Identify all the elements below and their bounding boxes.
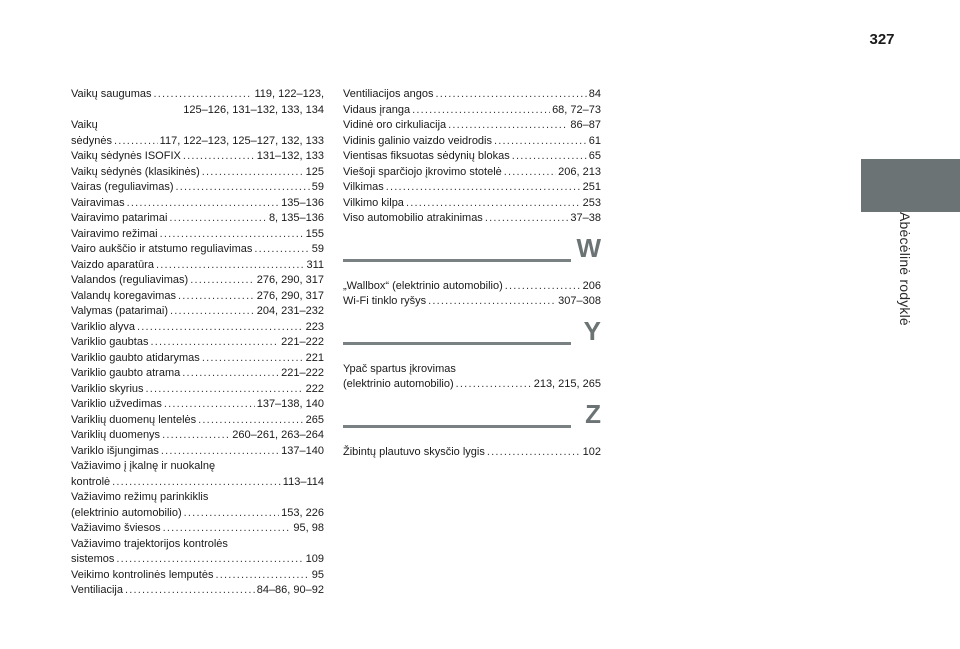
index-entry-pages-continued: 125–126, 131–132, 133, 134 — [183, 103, 324, 116]
index-entry-term-line: Važiavimo trajektorijos kontrolės — [71, 537, 228, 550]
index-entry-pages: 84 — [588, 88, 601, 100]
index-entry-term: Vairavimo patarimai — [71, 212, 168, 224]
section-divider-rule — [343, 259, 571, 262]
index-entry-term: Variklio gaubtas — [71, 336, 149, 348]
index-entry — [343, 211, 601, 227]
index-entry-pages: 65 — [588, 150, 601, 162]
index-entry-pages: 8, 135–136 — [268, 212, 324, 224]
dot-leader — [448, 118, 568, 134]
dot-leader — [178, 289, 255, 305]
index-entry-pages: 276, 290, 317 — [256, 274, 324, 286]
dot-leader — [202, 351, 304, 367]
index-entry-pages: 221–222 — [281, 336, 324, 348]
index-entry-pages: 307–308 — [558, 295, 601, 307]
letter-section-header — [343, 315, 601, 362]
index-entry-term: sistemos — [71, 553, 115, 565]
index-entry — [71, 444, 324, 460]
index-entry-term: Variklių duomenų lentelės — [71, 413, 197, 426]
index-entry-term: Važiavimo šviesos — [71, 522, 161, 534]
index-entry — [71, 382, 324, 398]
index-entry-term: Variklio skyrius — [71, 382, 144, 395]
dot-leader — [485, 211, 569, 227]
index-entry-pages: 113–114 — [282, 475, 324, 488]
index-entry-term: (elektrinio automobilio) — [343, 378, 454, 390]
index-entry-term: Vidaus įranga — [343, 103, 411, 116]
letter-section-header — [343, 232, 601, 279]
index-entry-pages: 137–138, 140 — [256, 398, 324, 410]
index-entry — [71, 521, 324, 537]
index-entry-term: Vairavimo režimai — [71, 227, 158, 240]
index-entry-pages: 102 — [582, 445, 601, 458]
index-entry — [71, 413, 324, 429]
index-entry-term: Ventiliacijos angos — [343, 88, 434, 100]
index-entry-term: Veikimo kontrolinės lemputės — [71, 568, 214, 581]
index-entry — [71, 149, 324, 165]
dot-leader — [202, 165, 304, 181]
index-entry-term: Variklio alyva — [71, 320, 135, 333]
index-entry-term: Vairavimas — [71, 196, 125, 209]
index-entry-term: Valymas (patarimai) — [71, 305, 168, 317]
index-entry-pages: 131–132, 133 — [256, 150, 324, 162]
dot-leader — [198, 413, 303, 429]
dot-leader — [127, 196, 280, 212]
index-entry-term: Variklio gaubto atrama — [71, 367, 181, 379]
index-entry — [343, 149, 601, 165]
index-entry-pages: 221 — [305, 351, 324, 364]
index-entry-term: Vidinė oro cirkuliacija — [343, 119, 447, 131]
dot-leader — [125, 583, 255, 599]
index-entry-term: Vientisas fiksuotas sėdynių blokas — [343, 150, 510, 162]
dot-leader — [163, 521, 292, 537]
index-entry — [343, 377, 601, 393]
index-entry-pages: 265 — [305, 413, 324, 426]
index-entry-pages: 135–136 — [281, 196, 324, 209]
index-entry-term: „Wallbox“ (elektrinio automobilio) — [343, 279, 503, 292]
section-divider-rule — [343, 342, 571, 345]
index-entry — [71, 165, 324, 181]
section-letter: Z — [585, 398, 601, 429]
index-entry-pages: 221–222 — [281, 367, 324, 379]
dot-leader — [150, 335, 279, 351]
index-entry-pages: 59 — [311, 181, 324, 193]
dot-leader — [137, 320, 304, 336]
index-entry-pages: 137–140 — [281, 444, 324, 457]
index-entry-pages: 206, 213 — [558, 165, 601, 178]
index-entry-pages: 260–261, 263–264 — [232, 429, 324, 441]
index-entry-term-line: Vaikų — [71, 119, 98, 131]
index-entry — [71, 134, 324, 150]
index-entry — [71, 211, 324, 227]
index-entry — [71, 475, 324, 491]
section-side-label: Abėcėlinė rodyklė — [897, 212, 913, 326]
dot-leader — [182, 366, 279, 382]
index-entry-term: kontrolė — [71, 475, 111, 488]
index-entry-pages: 311 — [306, 258, 324, 271]
dot-leader — [112, 475, 281, 491]
index-entry-pages: 213, 215, 265 — [533, 378, 601, 390]
section-letter: W — [576, 232, 601, 263]
index-entry-term: Wi-Fi tinklo ryšys — [343, 295, 427, 307]
index-entry — [71, 258, 324, 274]
index-entry-term: Vaizdo aparatūra — [71, 258, 154, 271]
index-entry — [71, 87, 324, 103]
index-entry-pages: 68, 72–73 — [552, 103, 601, 116]
index-entry — [71, 273, 324, 289]
index-entry — [71, 506, 324, 522]
index-entry-term: Žibintų plautuvo skysčio lygis — [343, 445, 485, 458]
index-entry-term: Valandos (reguliavimas) — [71, 274, 189, 286]
index-entry-term: Viso automobilio atrakinimas — [343, 212, 483, 224]
index-entry-term: Viešoji sparčiojo įkrovimo stotelė — [343, 165, 502, 178]
index-entry-term: Vairo aukščio ir atstumo reguliavimas — [71, 243, 253, 255]
index-entry-term: sėdynės — [71, 134, 112, 147]
letter-section-header — [343, 398, 601, 445]
index-entry — [71, 366, 324, 382]
index-entry-term: Valandų koregavimas — [71, 289, 176, 302]
dot-leader — [456, 377, 532, 393]
index-entry-pages: 117, 122–123, 125–127, 132, 133 — [159, 134, 324, 147]
index-entry — [71, 583, 324, 599]
dot-leader — [386, 180, 581, 196]
index-entry-term: Ventiliacija — [71, 584, 123, 596]
index-entry-pages: 37–38 — [570, 212, 601, 224]
index-entry — [71, 552, 324, 568]
dot-leader — [487, 445, 581, 461]
index-entry-pages: 95 — [311, 568, 324, 581]
index-entry — [343, 87, 601, 103]
index-entry — [343, 118, 601, 134]
index-entry-term: Variklio gaubto atidarymas — [71, 351, 200, 364]
index-entry — [343, 279, 601, 295]
index-entry — [71, 320, 324, 336]
index-entry — [343, 196, 601, 212]
index-entry-pages: 206 — [582, 279, 601, 292]
index-entry-pages: 222 — [305, 382, 324, 395]
index-entry-term: Vaikų sėdynės ISOFIX — [71, 150, 181, 162]
section-divider-rule — [343, 425, 571, 428]
dot-leader — [254, 242, 309, 258]
index-entry-pages: 276, 290, 317 — [256, 289, 324, 302]
dot-leader — [504, 165, 556, 181]
dot-leader — [436, 87, 587, 103]
index-entry-term: Variklo išjungimas — [71, 444, 159, 457]
index-entry-pages: 95, 98 — [293, 522, 324, 534]
index-entry-term: Vaikų saugumas — [71, 88, 152, 100]
index-entry-pages: 109 — [305, 553, 324, 565]
dot-leader — [156, 258, 304, 274]
index-entry-term: Vidinis galinio vaizdo veidrodis — [343, 134, 492, 147]
index-entry-term: Vilkimo kilpa — [343, 196, 404, 209]
index-entry-pages: 253 — [582, 196, 601, 209]
dot-leader — [406, 196, 581, 212]
index-entry — [71, 351, 324, 367]
index-entry-term: Variklio užvedimas — [71, 398, 162, 410]
index-entry-pages: 84–86, 90–92 — [256, 584, 324, 596]
dot-leader — [170, 304, 255, 320]
dot-leader — [505, 279, 581, 295]
dot-leader — [215, 568, 309, 584]
dot-leader — [428, 294, 556, 310]
dot-leader — [512, 149, 587, 165]
index-entry — [71, 428, 324, 444]
index-entry — [343, 294, 601, 310]
index-entry-pages: 251 — [582, 181, 601, 193]
dot-leader — [162, 428, 230, 444]
index-entry-term-line: Važiavimo režimų parinkiklis — [71, 491, 209, 503]
index-entry — [343, 134, 601, 150]
index-entry — [71, 304, 324, 320]
index-entry-term-line: Ypač spartus įkrovimas — [343, 362, 456, 375]
index-entry — [71, 227, 324, 243]
dot-leader — [412, 103, 550, 119]
index-entry — [71, 289, 324, 305]
index-column-right — [343, 87, 601, 460]
index-entry-term: (elektrinio automobilio) — [71, 506, 182, 519]
index-entry-pages: 223 — [305, 320, 324, 333]
index-entry-pages: 125 — [305, 165, 324, 178]
page-number: 327 — [869, 31, 895, 48]
dot-leader — [169, 211, 267, 227]
index-entry — [343, 103, 601, 119]
index-entry-term: Vaikų sėdynės (klasikinės) — [71, 165, 200, 178]
dot-leader — [184, 506, 280, 522]
index-entry-pages: 155 — [305, 227, 324, 240]
index-entry — [343, 445, 601, 461]
index-entry-pages: 86–87 — [570, 119, 601, 131]
index-entry — [71, 335, 324, 351]
index-entry-pages: 153, 226 — [281, 506, 324, 519]
index-entry-pages: 61 — [588, 134, 601, 147]
index-entry — [71, 568, 324, 584]
dot-leader — [161, 444, 279, 460]
dot-leader — [114, 134, 158, 150]
index-entry — [71, 180, 324, 196]
index-entry-pages: 204, 231–232 — [256, 305, 324, 317]
index-entry-pages: 119, 122–123, — [254, 88, 324, 100]
dot-leader — [116, 552, 303, 568]
section-letter: Y — [583, 315, 601, 346]
index-entry — [343, 180, 601, 196]
index-entry-term-line: Važiavimo į įkalnę ir nuokalnę — [71, 460, 216, 472]
index-entry — [71, 397, 324, 413]
dot-leader — [190, 273, 255, 289]
dot-leader — [164, 397, 255, 413]
index-entry-term: Variklių duomenys — [71, 429, 161, 441]
index-entry — [71, 196, 324, 212]
dot-leader — [160, 227, 304, 243]
index-column-left — [71, 87, 324, 599]
dot-leader — [154, 87, 253, 103]
index-entry — [343, 165, 601, 181]
dot-leader — [176, 180, 310, 196]
index-entry-term: Vairas (reguliavimas) — [71, 181, 174, 193]
index-entry-pages: 59 — [311, 243, 324, 255]
dot-leader — [146, 382, 304, 398]
dot-leader — [494, 134, 587, 150]
dot-leader — [183, 149, 255, 165]
index-entry — [71, 242, 324, 258]
section-tab-marker — [861, 159, 960, 212]
index-entry-term: Vilkimas — [343, 181, 384, 193]
